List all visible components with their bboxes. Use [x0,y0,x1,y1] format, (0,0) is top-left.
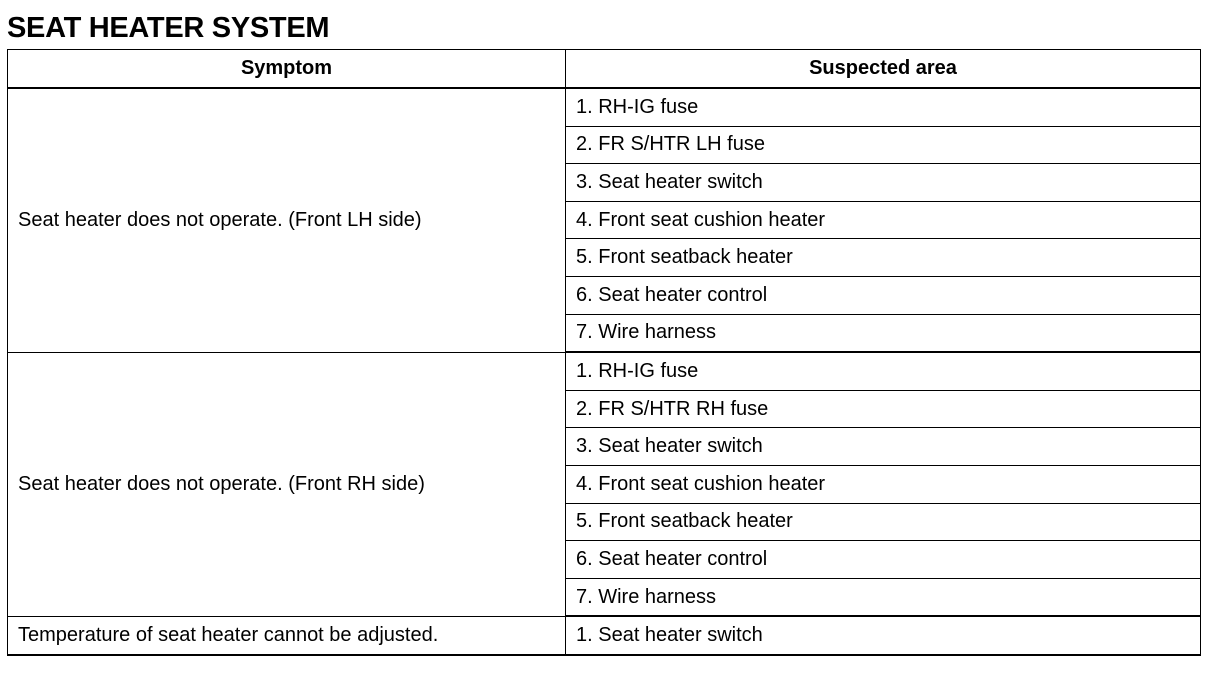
page-title: SEAT HEATER SYSTEM [7,12,330,44]
symptom-table [7,49,1201,656]
suspected-area-cell: 6. Seat heater control [566,276,1201,314]
symptom-cell: Seat heater does not operate. (Front RH side) [8,352,566,616]
suspected-area-cell: 1. RH-IG fuse [566,88,1201,126]
table-body [8,88,1201,655]
suspected-area-cell: 5. Front seatback heater [566,503,1201,541]
suspected-area-cell: 6. Seat heater control [566,541,1201,579]
suspected-area-cell: 2. FR S/HTR RH fuse [566,390,1201,428]
suspected-area-cell: 1. RH-IG fuse [566,352,1201,390]
suspected-area-cell: 3. Seat heater switch [566,164,1201,202]
suspected-area-cell: 7. Wire harness [566,578,1201,616]
table-header-row [8,50,1201,89]
suspected-area-cell: 3. Seat heater switch [566,428,1201,466]
table-row [8,88,1201,126]
symptom-header: Symptom [8,50,566,89]
suspected-area-cell: 5. Front seatback heater [566,239,1201,277]
symptom-cell: Seat heater does not operate. (Front LH side) [8,88,566,352]
table-row [8,616,1201,655]
suspected-area-cell: 4. Front seat cushion heater [566,465,1201,503]
suspected-area-cell: 4. Front seat cushion heater [566,201,1201,239]
table-row [8,352,1201,390]
suspected-area-header: Suspected area [566,50,1201,89]
suspected-area-cell: 1. Seat heater switch [566,616,1201,655]
suspected-area-cell: 7. Wire harness [566,314,1201,352]
suspected-area-cell: 2. FR S/HTR LH fuse [566,126,1201,164]
symptom-cell: Temperature of seat heater cannot be adjusted. [8,616,566,655]
